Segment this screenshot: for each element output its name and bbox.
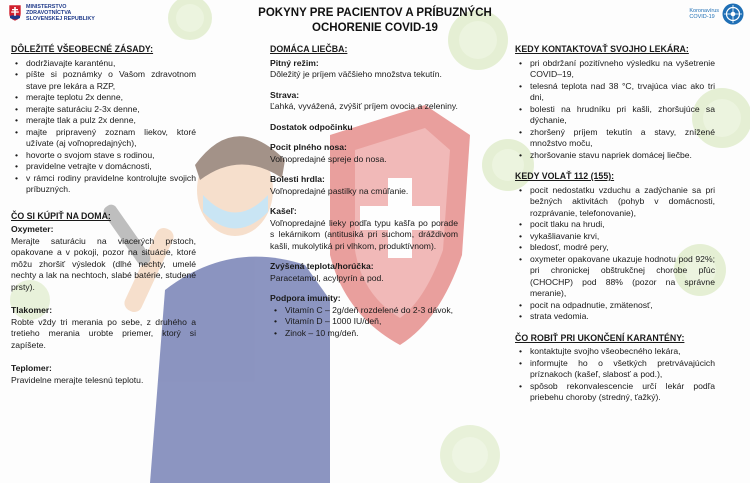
list-item: • zhoršený príjem tekutín a stavy, znížené množstvo moču, bbox=[515, 127, 715, 150]
section-heading-general-rules: DÔLEŽITÉ VŠEOBECNÉ ZÁSADY: bbox=[11, 44, 154, 54]
general-rules-list bbox=[11, 58, 196, 196]
odpocinok-title: Dostatok odpočinku bbox=[270, 121, 353, 132]
strava-title: Strava: bbox=[270, 89, 300, 100]
page-subtitle: OCHORENIE COVID-19 bbox=[312, 22, 438, 34]
column-when-to-contact bbox=[515, 44, 715, 404]
list-item: • bledosť, modré pery, bbox=[515, 242, 715, 254]
list-item: • informujte ho o všetkých pretrvávajúcich príznakoch (kašeľ, slabosť a pod.), bbox=[515, 358, 715, 381]
page-title: POKYNY PRE PACIENTOV A PRÍBUZNÝCH bbox=[258, 7, 492, 19]
contact-doctor-list bbox=[515, 58, 715, 162]
list-item: • spôsob rekonvalescencie určí lekár podľa priebehu choroby (stredný, ťažký). bbox=[515, 381, 715, 404]
plny-nos-title: Pocit plného nosa: bbox=[270, 142, 347, 152]
virus-icon bbox=[440, 425, 500, 483]
column-home-treatment bbox=[270, 44, 458, 339]
list-item: • Vitamín D – 1000 IU/deň, bbox=[270, 316, 458, 328]
list-item: • pravidelne vetrajte v domácnosti, bbox=[11, 161, 196, 173]
pitny-rezim-title: Pitný režim: bbox=[270, 57, 319, 68]
covid-logo-line-1: Koronavírus bbox=[689, 8, 719, 14]
list-item: • pocit tlaku na hrudi, bbox=[515, 219, 715, 231]
teplota-title: Zvýšená teplota/horúčka: bbox=[270, 261, 374, 271]
list-item: • vykašliavanie krvi, bbox=[515, 231, 715, 243]
list-item: • majte pripravený zoznam liekov, ktoré užívate (aj voľnopredajných), bbox=[11, 127, 196, 150]
list-item: • strata vedomia. bbox=[515, 311, 715, 323]
oxymeter-text: Merajte saturáciu na viacerých prstoch, opakovane a v pokoji, pozor na situácie, ktoré môžu zhoršiť výsledok (dlhé nechty, umelé nechty a lak na nechtoch, slabé batérie, studené prsty). bbox=[11, 235, 196, 292]
list-item: • telesná teplota nad 38 °C, trvajúca viac ako tri dni, bbox=[515, 81, 715, 104]
list-item: • zhoršovanie stavu napriek domácej liečbe. bbox=[515, 150, 715, 162]
kasel-title: Kašeľ: bbox=[270, 206, 297, 216]
list-item: • píšte si poznámky o Vašom zdravotnom stave pre lekára a RZP, bbox=[11, 69, 196, 92]
section-heading-end-quarantine: ČO ROBIŤ PRI UKONČENÍ KARANTÉNY: bbox=[515, 332, 685, 343]
end-quarantine-list bbox=[515, 346, 715, 404]
list-item: • pocit nedostatku vzduchu a zadýchanie sa pri bežných aktivitách (pohyb v domácnosti, rozprávanie, telefonovanie), bbox=[515, 185, 715, 220]
covid-logo-line-2: COVID-19 bbox=[689, 14, 715, 20]
teplomer-text: Pravidelne merajte telesnú teplotu. bbox=[11, 374, 144, 385]
column-general bbox=[11, 44, 196, 386]
bolesti-hrdla-text: Voľnopredajné pastilky na cmúľanie. bbox=[270, 185, 409, 196]
list-item: • v rámci rodiny pravidelne kontrolujte svojich príbuzných. bbox=[11, 173, 196, 196]
list-item: • bolesti na hrudníku pri kašli, zhoršujúce sa dýchanie, bbox=[515, 104, 715, 127]
list-item: • oxymeter opakovane ukazuje hodnotu pod 92%; pri chronickej obštrukčnej chorobe pľúc (CHOCHP) pod 88% (pozor na správne meranie), bbox=[515, 254, 715, 300]
tlakomer-text: Robte vždy tri merania po sebe, z druhého a tretieho merania urobte priemer, ktorý si zapíšete. bbox=[11, 316, 196, 350]
tlakomer-title: Tlakomer: bbox=[11, 305, 53, 315]
list-item: • kontaktujte svojho všeobecného lekára, bbox=[515, 346, 715, 358]
bolesti-hrdla-title: Bolesti hrdla: bbox=[270, 174, 325, 184]
kasel-text: Voľnopredajné lieky podľa typu kašľa po porade s lekárnikom (antitusiká pri suchom, dráždivom kašli, mukolytiká pri vlhkom, produktívnom). bbox=[270, 217, 458, 251]
ministry-line-2: ZDRAVOTNÍCTVA bbox=[26, 10, 72, 16]
ministry-line-1: MINISTERSTVO bbox=[26, 4, 67, 10]
list-item: • hovorte o svojom stave s rodinou, bbox=[11, 150, 196, 162]
plny-nos-text: Voľnopredajné spreje do nosa. bbox=[270, 153, 387, 164]
section-heading-what-to-buy: ČO SI KÚPIŤ NA DOMA: bbox=[11, 210, 111, 221]
list-item: • merajte tlak a pulz 2x denne, bbox=[11, 115, 196, 127]
list-item: • pri obdržaní pozitívneho výsledku na vyšetrenie COVID–19, bbox=[515, 58, 715, 81]
pitny-rezim-text: Dôležitý je príjem väčšieho množstva tekutín. bbox=[270, 69, 442, 79]
covid-globe-icon bbox=[722, 3, 744, 25]
call-112-list bbox=[515, 185, 715, 323]
list-item: • merajte saturáciu 2-3x denne, bbox=[11, 104, 196, 116]
ministry-line-3: SLOVENSKEJ REPUBLIKY bbox=[26, 16, 95, 22]
list-item: • Zinok – 10 mg/deň. bbox=[270, 328, 458, 340]
list-item: • pocit na odpadnutie, zmätenosť, bbox=[515, 300, 715, 312]
covid-logo bbox=[689, 3, 744, 25]
section-heading-home-treatment: DOMÁCA LIEČBA: bbox=[270, 44, 348, 54]
strava-text: Ľahká, vyvážená, zvýšiť príjem ovocia a zeleniny. bbox=[270, 101, 458, 111]
section-heading-contact-doctor: KEDY KONTAKTOVAŤ SVOJHO LEKÁRA: bbox=[515, 44, 689, 54]
teplota-text: Paracetamol, acylpyrín a pod. bbox=[270, 272, 384, 283]
imunita-title: Podpora imunity: bbox=[270, 293, 341, 303]
oxymeter-title: Oxymeter: bbox=[11, 224, 54, 234]
list-item: • merajte teplotu 2x denne, bbox=[11, 92, 196, 104]
list-item: • Vitamín C – 2g/deň rozdelené do 2-3 dávok, bbox=[270, 305, 458, 317]
imunita-list bbox=[270, 305, 458, 340]
section-heading-call-112: KEDY VOLAŤ 112 (155): bbox=[515, 171, 615, 181]
list-item: • dodržiavajte karanténu, bbox=[11, 58, 196, 70]
teplomer-title: Teplomer: bbox=[11, 363, 52, 373]
